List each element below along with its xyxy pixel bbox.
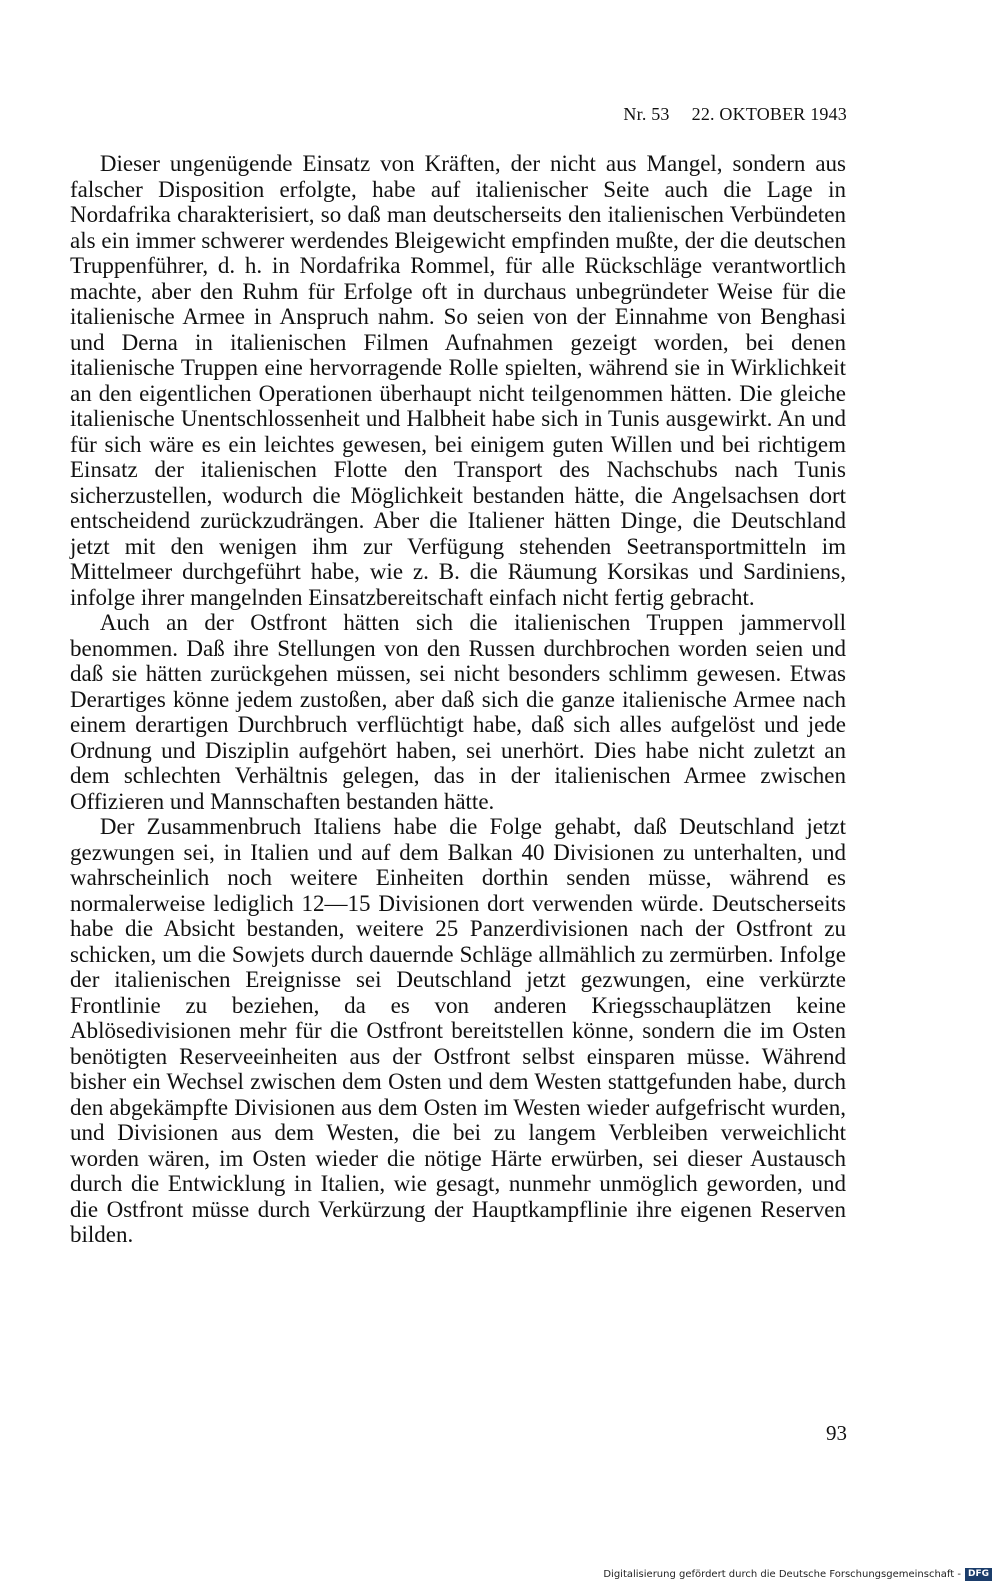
digitization-footer [603, 1568, 992, 1581]
footer-credit-text: Digitalisierung gefördert durch die Deutsche Forschungsgemeinschaft - [603, 1569, 961, 1580]
paragraph-1: Dieser ungenügende Einsatz von Kräften, der nicht aus Mangel, sondern aus falscher Disposition erfolgte, habe auf italienischer Seite auch die Lage in Nordafrika charakterisiert, so daß man deutscherseits den italienischen Verbündeten als ein immer schwerer werdendes Bleigewicht empfinden mußte, der die deutschen Truppenführer, d. h. in Nordafrika Rommel, für alle Rückschläge verantwortlich machte, aber den Ruhm für Erfolge oft in durchaus unbegründeter Weise für die italienische Armee in Anspruch nahm. So seien von der Einnahme von Benghasi und Derna in italienischen Filmen Aufnahmen gezeigt worden, bei denen italienische Truppen eine hervorragende Rolle spielten, während sie in Wirklichkeit an den eigentlichen Operationen überhaupt nicht teilgenommen hätten. Die gleiche italienische Unentschlossenheit und Halbheit habe sich in Tunis ausgewirkt. An und für sich wäre es ein leichtes gewesen, bei einigem guten Willen und bei richtigem Einsatz der italienischen Flotte den Transport des Nachschubs nach Tunis sicherzustellen, wodurch die Möglichkeit bestanden hätte, die Angelsachsen dort entscheidend zurückzudrängen. Aber die Italiener hätten Dinge, die Deutschland jetzt mit den wenigen ihm zur Verfügung stehenden Seetransportmitteln im Mittelmeer durchgeführt habe, wie z. B. die Räumung Korsikas und Sardiniens, infolge ihrer mangelnden Einsatzbereitschaft einfach nicht fertig gebracht. [70, 151, 846, 610]
dfg-logo: DFG [965, 1568, 992, 1581]
document-date: 22. OKTOBER 1943 [691, 104, 847, 124]
issue-number: Nr. 53 [623, 104, 670, 124]
page-number: 93 [826, 1421, 847, 1445]
paragraph-2: Auch an der Ostfront hätten sich die italienischen Truppen jammervoll benommen. Daß ihre Stellungen von den Russen durchbrochen worden seien und daß sie hätten zurückgehen müssen, sei nicht besonders schlimm gewesen. Etwas Derartiges könne jedem zustoßen, aber daß sich die ganze italienische Armee nach einem derartigen Durchbruch verflüchtigt habe, daß sich alles aufgelöst und jede Ordnung und Disziplin aufgehört haben, sei unerhört. Dies habe nicht zuletzt an dem schlechten Verhältnis gelegen, das in der italienischen Armee zwischen Offizieren und Mannschaften bestanden hätte. [70, 610, 846, 814]
body-text [70, 151, 846, 1248]
page-header [623, 104, 847, 125]
paragraph-3: Der Zusammenbruch Italiens habe die Folge gehabt, daß Deutschland jetzt gezwungen sei, in Italien und auf dem Balkan 40 Divisionen zu unterhalten, und wahrscheinlich noch weitere Einheiten dorthin senden müsse, während es normalerweise lediglich 12—15 Divisionen dort verwenden würde. Deutscherseits habe die Absicht bestanden, weitere 25 Panzerdivisionen nach der Ostfront zu schicken, um die Sowjets durch dauernde Schläge allmählich zu zermürben. Infolge der italienischen Ereignisse sei Deutschland jetzt gezwungen, eine verkürzte Frontlinie zu beziehen, da es von anderen Kriegsschauplätzen keine Ablösedivisionen mehr für die Ostfront bereitstellen könne, sondern die im Osten benötigten Reserveeinheiten aus der Ostfront selbst einsparen müsse. Während bisher ein Wechsel zwischen dem Osten und dem Westen stattgefunden habe, durch den abgekämpfte Divisionen aus dem Osten im Westen wieder aufgefrischt wurden, und Divisionen aus dem Westen, die bei zu langem Verbleiben verweichlicht worden wären, im Osten wieder die nötige Härte erwürben, sei dieser Austausch durch die Entwicklung in Italien, wie gesagt, nunmehr unmöglich geworden, und die Ostfront müsse durch Verkürzung der Hauptkampflinie ihre eigenen Reserven bilden. [70, 814, 846, 1247]
